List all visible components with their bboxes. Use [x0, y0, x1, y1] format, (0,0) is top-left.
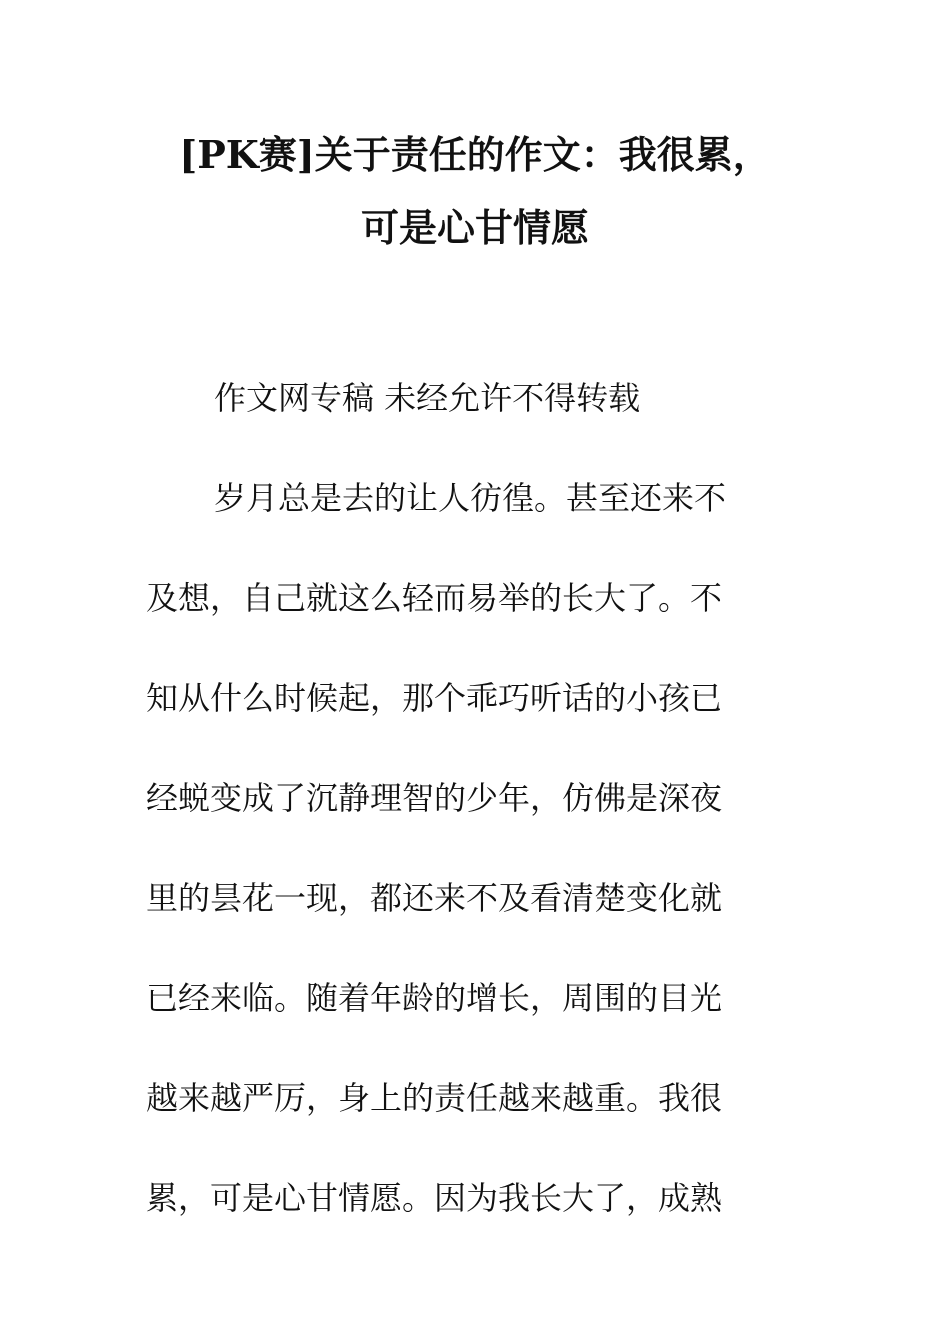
- paragraph-line-3: 知从什么时候起，那个乖巧听话的小孩已: [146, 679, 723, 717]
- paragraph-line-8: 累，可是心甘情愿。因为我长大了，成熟: [146, 1179, 723, 1217]
- document-title-line-2: 可是心甘情愿: [360, 205, 589, 250]
- paragraph-line-5: 里的昙花一现，都还来不及看清楚变化就: [146, 879, 723, 917]
- paragraph-line-2: 及想，自己就这么轻而易举的长大了。不: [146, 579, 723, 617]
- paragraph-line-6: 已经来临。随着年龄的增长，周围的目光: [146, 979, 723, 1017]
- copyright-notice: 作文网专稿 未经允许不得转载: [214, 379, 641, 417]
- paragraph-line-1: 岁月总是去的让人彷徨。甚至还来不: [214, 479, 727, 517]
- document-title-line-1: [PK赛]关于责任的作文：我很累，: [179, 132, 771, 177]
- paragraph-line-4: 经蜕变成了沉静理智的少年，仿佛是深夜: [146, 779, 723, 817]
- paragraph-line-7: 越来越严厉，身上的责任越来越重。我很: [146, 1079, 723, 1117]
